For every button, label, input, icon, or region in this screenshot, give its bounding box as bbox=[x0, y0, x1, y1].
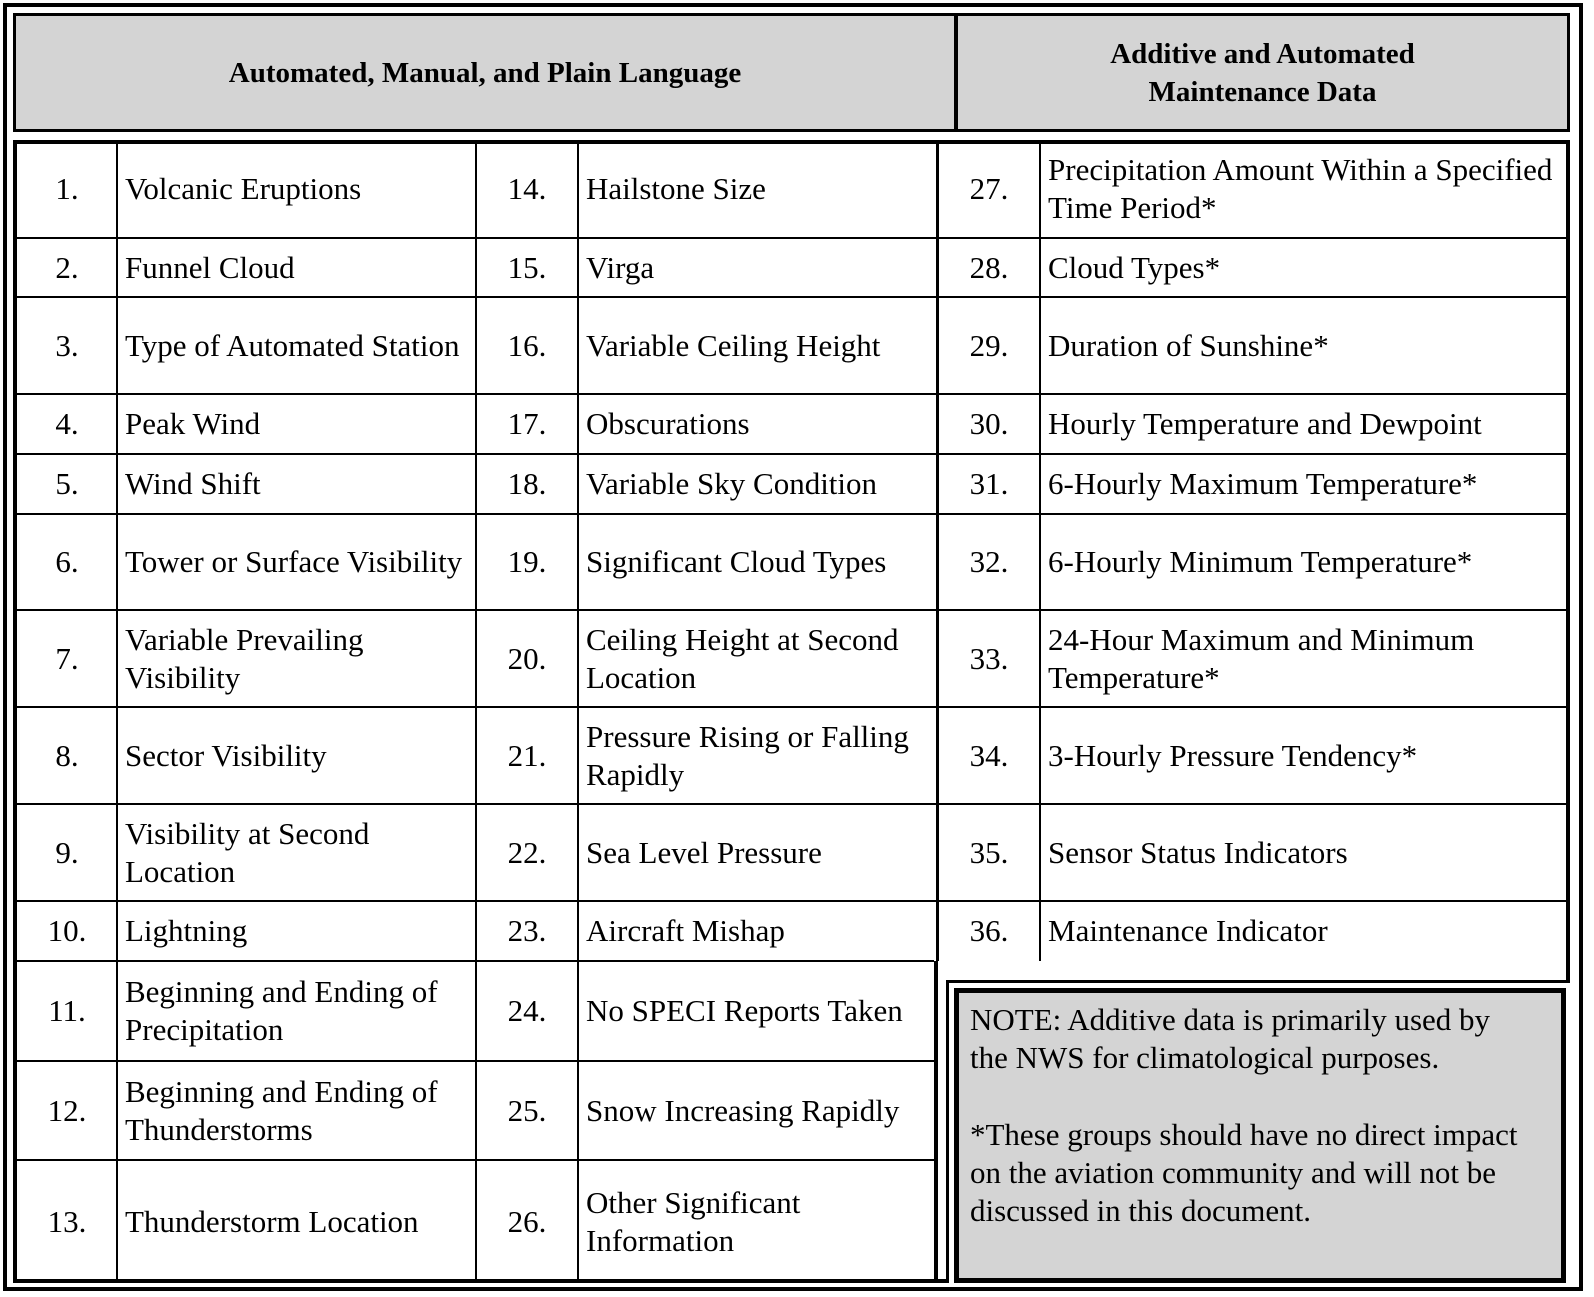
item-label-text: Variable Ceiling Height bbox=[586, 327, 881, 363]
item-label-text: Visibility at Second Location bbox=[125, 815, 370, 889]
item-number-text: 23. bbox=[507, 913, 547, 948]
item-label bbox=[1040, 610, 1566, 707]
item-number-text: 25. bbox=[507, 1092, 547, 1128]
item-number-text: 36. bbox=[969, 913, 1009, 948]
item-label-text: Funnel Cloud bbox=[125, 249, 295, 285]
item-label bbox=[117, 297, 476, 394]
item-label bbox=[578, 454, 938, 514]
item-label bbox=[117, 1160, 476, 1283]
item-number bbox=[476, 804, 578, 901]
item-number-text: 6. bbox=[55, 544, 79, 579]
item-number bbox=[476, 961, 578, 1061]
item-number bbox=[938, 297, 1040, 394]
item-label-text: Volcanic Eruptions bbox=[125, 171, 362, 206]
item-number bbox=[476, 140, 578, 238]
item-number-text: 26. bbox=[507, 1203, 547, 1239]
item-label bbox=[578, 514, 938, 610]
item-label bbox=[578, 804, 938, 901]
item-label-text: Cloud Types* bbox=[1048, 249, 1221, 285]
item-label bbox=[1040, 140, 1566, 238]
item-label-text: Sector Visibility bbox=[125, 737, 327, 773]
item-number-text: 18. bbox=[507, 466, 547, 501]
item-number-text: 10. bbox=[47, 913, 87, 948]
item-label-text: Ceiling Height at Second Location bbox=[586, 621, 899, 695]
item-number-text: 12. bbox=[47, 1092, 87, 1128]
item-number-text: 15. bbox=[507, 249, 547, 285]
item-number bbox=[17, 140, 117, 238]
item-label bbox=[117, 610, 476, 707]
item-number-text: 32. bbox=[969, 544, 1009, 579]
item-label bbox=[578, 140, 938, 238]
item-number-text: 35. bbox=[969, 834, 1009, 870]
note-line-5: discussed in this document. bbox=[970, 1193, 1311, 1228]
item-label-text: Peak Wind bbox=[125, 406, 261, 441]
item-number-text: 17. bbox=[507, 406, 547, 441]
item-label-text: Tower or Surface Visibility bbox=[125, 544, 463, 579]
item-number-text: 13. bbox=[47, 1203, 87, 1239]
item-label bbox=[578, 1160, 938, 1283]
item-label bbox=[117, 1061, 476, 1160]
item-label-text: Virga bbox=[586, 249, 655, 285]
item-label-text: Sensor Status Indicators bbox=[1048, 834, 1348, 870]
header-left-title: Automated, Manual, and Plain Language bbox=[228, 56, 742, 89]
item-number bbox=[938, 707, 1040, 804]
item-number-text: 29. bbox=[969, 327, 1009, 363]
item-label bbox=[1040, 454, 1566, 514]
note-line-4: on the aviation community and will not be bbox=[970, 1155, 1497, 1190]
item-label bbox=[578, 297, 938, 394]
item-number-text: 11. bbox=[48, 993, 86, 1028]
item-label-text: Precipitation Amount Within a Specified Time Period* bbox=[1048, 152, 1553, 225]
item-label-text: Snow Increasing Rapidly bbox=[586, 1092, 900, 1128]
item-number bbox=[17, 238, 117, 297]
item-number bbox=[938, 610, 1040, 707]
item-number-text: 24. bbox=[507, 993, 547, 1028]
item-number bbox=[17, 804, 117, 901]
item-label-text: 6-Hourly Maximum Temperature* bbox=[1048, 466, 1478, 501]
item-label-text: Significant Cloud Types bbox=[586, 544, 887, 579]
header-right-line1: Additive and Automated bbox=[1110, 37, 1415, 70]
item-label-text: Duration of Sunshine* bbox=[1048, 327, 1329, 363]
item-label-text: Beginning and Ending of Precipitation bbox=[125, 974, 438, 1047]
item-label bbox=[1040, 901, 1566, 961]
item-label bbox=[1040, 297, 1566, 394]
item-number bbox=[476, 1061, 578, 1160]
item-number bbox=[17, 297, 117, 394]
item-number bbox=[938, 901, 1040, 961]
item-label bbox=[1040, 238, 1566, 297]
item-label-text: Lightning bbox=[125, 913, 248, 948]
item-number bbox=[17, 394, 117, 454]
item-number-text: 2. bbox=[55, 249, 79, 285]
item-number bbox=[476, 297, 578, 394]
item-number bbox=[17, 454, 117, 514]
item-label-text: Pressure Rising or Falling Rapidly bbox=[586, 718, 909, 792]
item-number-text: 19. bbox=[507, 544, 547, 579]
item-label-text: Maintenance Indicator bbox=[1048, 913, 1328, 948]
item-label-text: Thunderstorm Location bbox=[125, 1203, 419, 1239]
item-label-text: Type of Automated Station bbox=[125, 327, 460, 363]
item-number bbox=[17, 514, 117, 610]
item-number bbox=[938, 394, 1040, 454]
item-number-text: 34. bbox=[969, 737, 1009, 773]
item-label bbox=[1040, 514, 1566, 610]
item-number-text: 4. bbox=[55, 406, 79, 441]
item-number-text: 28. bbox=[969, 249, 1009, 285]
item-number-text: 7. bbox=[55, 640, 79, 676]
note-line-3: *These groups should have no direct impact bbox=[970, 1117, 1518, 1152]
item-number bbox=[17, 901, 117, 961]
item-label bbox=[117, 514, 476, 610]
item-number-text: 1. bbox=[55, 171, 79, 206]
item-number bbox=[938, 804, 1040, 901]
item-number bbox=[17, 961, 117, 1061]
item-label bbox=[1040, 394, 1566, 454]
item-number-text: 16. bbox=[507, 327, 547, 363]
item-label-text: Hailstone Size bbox=[586, 171, 766, 206]
item-number-text: 31. bbox=[969, 466, 1009, 501]
item-number-text: 9. bbox=[55, 834, 79, 870]
item-label bbox=[1040, 707, 1566, 804]
item-label bbox=[578, 238, 938, 297]
item-number bbox=[17, 707, 117, 804]
item-label-text: Hourly Temperature and Dewpoint bbox=[1048, 406, 1482, 441]
item-number bbox=[938, 140, 1040, 238]
item-label-text: No SPECI Reports Taken bbox=[586, 993, 903, 1028]
note-line-2: the NWS for climatological purposes. bbox=[970, 1040, 1440, 1075]
item-number-text: 5. bbox=[55, 466, 79, 501]
item-number-text: 3. bbox=[55, 327, 79, 363]
item-label-text: Other Significant Information bbox=[586, 1184, 801, 1258]
item-label bbox=[117, 901, 476, 961]
item-label bbox=[117, 961, 476, 1061]
item-number bbox=[938, 514, 1040, 610]
item-number bbox=[17, 1061, 117, 1160]
item-number bbox=[476, 1160, 578, 1283]
item-number bbox=[476, 901, 578, 961]
item-number bbox=[476, 707, 578, 804]
item-label bbox=[117, 454, 476, 514]
item-number bbox=[476, 394, 578, 454]
item-label bbox=[578, 961, 938, 1061]
item-label-text: Beginning and Ending of Thunderstorms bbox=[125, 1073, 438, 1147]
item-label-text: Variable Prevailing Visibility bbox=[125, 621, 364, 695]
header-left bbox=[13, 13, 954, 132]
item-number bbox=[938, 238, 1040, 297]
item-label bbox=[1040, 804, 1566, 901]
item-number-text: 20. bbox=[507, 640, 547, 676]
item-number-text: 14. bbox=[507, 171, 547, 206]
item-label bbox=[117, 140, 476, 238]
item-label-text: 24-Hour Maximum and Minimum Temperature* bbox=[1048, 621, 1475, 695]
item-label-text: 3-Hourly Pressure Tendency* bbox=[1048, 737, 1418, 773]
item-label bbox=[578, 707, 938, 804]
item-label-text: Aircraft Mishap bbox=[586, 913, 785, 948]
note-line-1: NOTE: Additive data is primarily used by bbox=[970, 1002, 1491, 1037]
item-number-text: 21. bbox=[507, 737, 547, 773]
item-label-text: Wind Shift bbox=[125, 466, 261, 501]
item-label-text: Variable Sky Condition bbox=[586, 466, 878, 501]
item-label bbox=[117, 238, 476, 297]
item-label bbox=[578, 610, 938, 707]
item-label bbox=[117, 804, 476, 901]
item-number-text: 33. bbox=[969, 640, 1009, 676]
item-number bbox=[17, 1160, 117, 1283]
item-number-text: 27. bbox=[969, 171, 1009, 206]
item-number-text: 30. bbox=[969, 406, 1009, 441]
item-label-text: Sea Level Pressure bbox=[586, 834, 822, 870]
item-label bbox=[117, 394, 476, 454]
item-label bbox=[578, 394, 938, 454]
header-right bbox=[954, 13, 1570, 132]
item-number bbox=[476, 514, 578, 610]
item-number bbox=[476, 610, 578, 707]
header-right-line2: Maintenance Data bbox=[1148, 75, 1377, 108]
item-number bbox=[17, 610, 117, 707]
item-number-text: 8. bbox=[55, 737, 79, 773]
item-number-text: 22. bbox=[507, 834, 547, 870]
item-number bbox=[938, 454, 1040, 514]
item-label bbox=[117, 707, 476, 804]
item-number bbox=[476, 238, 578, 297]
item-label bbox=[578, 901, 938, 961]
item-number bbox=[476, 454, 578, 514]
item-label-text: Obscurations bbox=[586, 406, 750, 441]
item-label-text: 6-Hourly Minimum Temperature* bbox=[1048, 544, 1473, 579]
item-label bbox=[578, 1061, 938, 1160]
